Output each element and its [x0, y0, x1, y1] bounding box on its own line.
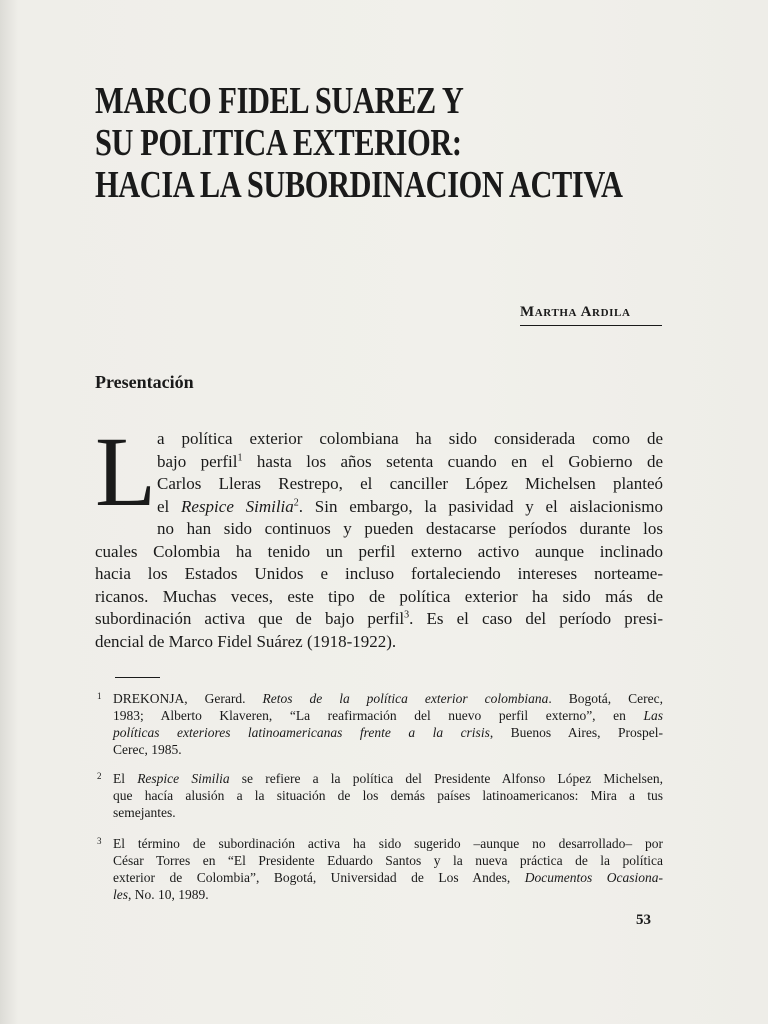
author-name: Martha Ardila: [520, 304, 662, 326]
footnote-ref: 1: [237, 451, 243, 463]
footnote-ref: 3: [404, 609, 410, 621]
drop-cap: L: [95, 416, 157, 527]
body-line: a política exterior colombiana ha sido considerada como de: [157, 429, 663, 448]
footnote-ref: 2: [293, 496, 299, 508]
body-line: bajo perfil$^1$ hasta los años setenta cuando en el Gobierno de: [157, 451, 663, 471]
footnote-number: 1: [97, 691, 102, 701]
title-line-2: SU POLITICA EXTERIOR:: [95, 122, 462, 164]
body-line: ricanos. Muchas veces, este tipo de política exterior ha sido más de: [95, 586, 663, 606]
footnote-number: 3: [97, 836, 102, 846]
body-line: dencial de Marco Fidel Suárez (1918-1922).: [95, 631, 397, 651]
footnote-3: 3 El término de subordinación activa ha sido sugerido –aunque no desarrollado– por César Torres en “El Presidente Eduardo Santos y la nueva práctica de la política exterior de Colombia”, Bogotá, Universidad de Los Andes, Documentos Ocasiona- les, No. 10, 1989.: [97, 835, 663, 903]
body-line: cuales Colombia ha tenido un perfil externo activo aunque inclinado: [95, 541, 663, 561]
body-line: hacia los Estados Unidos e incluso fortaleciendo intereses norteame-: [95, 564, 663, 583]
body-line: Carlos Lleras Restrepo, el canciller López Michelsen planteó: [157, 474, 663, 493]
body-paragraph: [95, 416, 663, 653]
page-number: 53: [636, 912, 651, 928]
body-line: el Respice Similia$^2$. Sin embargo, la pasividad y el aislacionismo: [157, 496, 663, 516]
footnote-divider: [115, 677, 160, 678]
footnote-number: 2: [97, 771, 102, 781]
body-line: no han sido continuos y pueden destacarse períodos durante los: [157, 519, 663, 538]
footnote-1: 1 DREKONJA, Gerard. Retos de la política exterior colombiana. Bogotá, Cerec, 1983; Alberto Klaveren, “La reafirmación del nuevo perfil externo”, en Las políticas exteriores latinoamericanas frente a la crisis, Buenos Aires, Prospel- Cerec, 1985.: [97, 690, 663, 758]
article-title: [95, 80, 623, 206]
body-line: subordinación activa que de bajo perfil$^3$. Es el caso del período presi-: [95, 609, 663, 628]
section-heading: Presentación: [95, 372, 194, 392]
title-line-1: MARCO FIDEL SUAREZ Y: [95, 80, 464, 122]
footnote-2: 2 El Respice Similia se refiere a la política del Presidente Alfonso López Michelsen, que hacía alusión a la situación de los demás países latinoamericanos: Mira a tus semejantes.: [97, 770, 663, 821]
title-line-3: HACIA LA SUBORDINACION ACTIVA: [95, 164, 623, 206]
